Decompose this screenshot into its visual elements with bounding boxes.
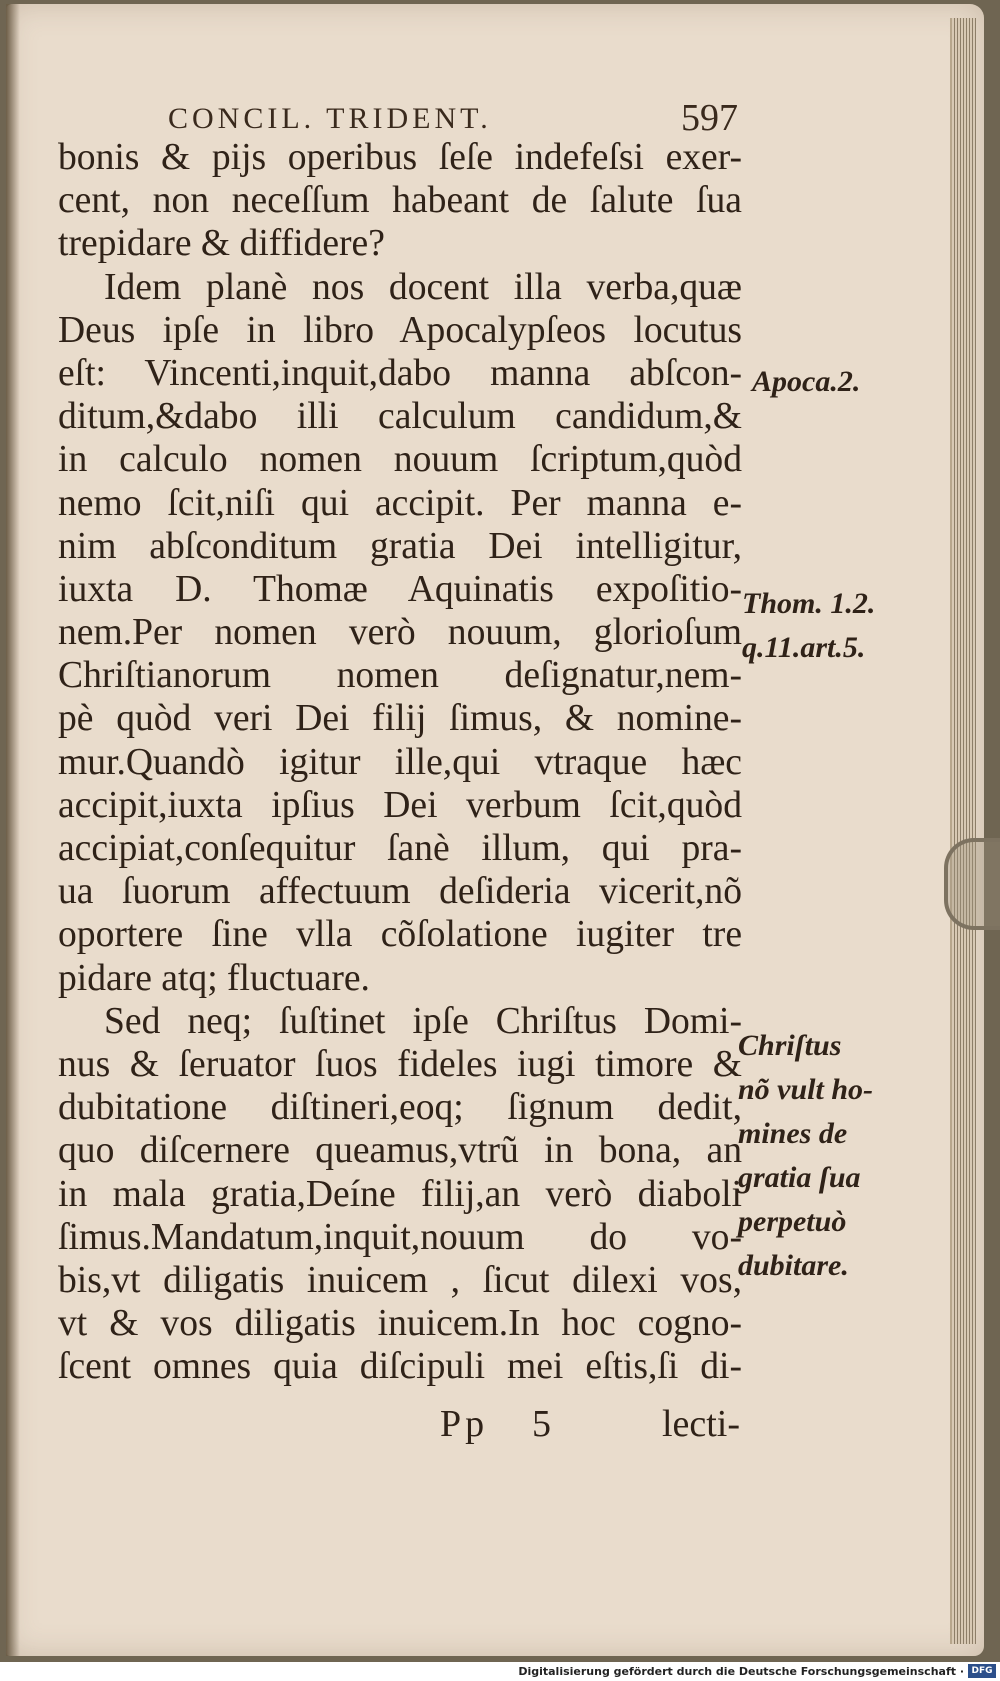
body-text	[58, 136, 742, 1388]
signature-line	[440, 1402, 740, 1446]
margin-note-christus	[738, 1024, 873, 1288]
text-line: in calculo nomen nouum ſcriptum,quòd	[58, 439, 742, 481]
digitization-footer	[0, 1662, 1000, 1681]
text-line: pè quòd veri Dei filij ſimus, & nomine-	[58, 698, 742, 740]
signature-mark: Pp	[440, 1403, 489, 1445]
signature-number: 5	[532, 1403, 551, 1445]
text-line: accipit,iuxta ipſius Dei verbum ſcit,quòd	[58, 784, 742, 826]
margin-note-line: perpetuò	[738, 1205, 847, 1238]
text-line: mur.Quandò igitur ille,qui vtraque hæc	[58, 741, 742, 783]
text-line: ditum,&dabo illi calculum candidum,&	[58, 396, 742, 438]
running-title: CONCIL. TRIDENT.	[168, 102, 492, 135]
margin-note-line: dubitare.	[738, 1249, 849, 1282]
text-line: Chriſtianorum nomen deſignatur,nem-	[58, 655, 742, 697]
text-line: accipiat,conſequitur ſanè illum, qui pra-	[58, 828, 742, 869]
dfg-logo: DFG	[968, 1664, 996, 1678]
binding-shadow	[6, 4, 20, 1656]
funding-credit: Digitalisierung gefördert durch die Deutsche Forschungsgemeinschaft ·	[518, 1665, 964, 1678]
margin-note-line: mines de	[738, 1117, 848, 1150]
margin-note-line: q.11.art.5.	[742, 631, 866, 664]
text-line: nus & ſeruator ſuos fideles iugi timore &	[58, 1043, 742, 1085]
text-line: in mala gratia,Deíne filij,an verò diaboli	[58, 1173, 742, 1215]
text-line: trepidare & diffidere?	[58, 223, 385, 265]
text-line: bonis & pijs operibus ſeſe indefeſsi exer-	[58, 137, 742, 178]
text-line: Idem planè nos docent illa verba,quæ	[104, 266, 742, 308]
text-line: ſcent omnes quia diſcipuli mei eſtis,ſi di-	[58, 1346, 742, 1388]
text-line: nem.Per nomen verò nouum, glorioſum	[58, 612, 742, 654]
margin-note-line: Chriſtus	[738, 1029, 842, 1062]
margin-note-line: Apoca.2.	[752, 365, 861, 398]
text-line: bis,vt diligatis inuicem , ſicut dilexi vos,	[58, 1259, 742, 1301]
text-line: ſimus.Mandatum,inquit,nouum do vo-	[58, 1216, 742, 1258]
margin-note-line: nõ vult ho-	[738, 1073, 874, 1106]
text-line: nim abſconditum gratia Dei intelligitur,	[58, 525, 742, 567]
page-edges	[950, 18, 976, 1644]
catchword: lecti-	[661, 1403, 740, 1445]
margin-note-line: Thom. 1.2.	[742, 587, 876, 620]
margin-note-apocalypse	[752, 360, 860, 404]
page-number: 597	[681, 97, 738, 139]
text-line: iuxta D. Thomæ Aquinatis expoſitio-	[58, 568, 742, 610]
page-header	[168, 97, 738, 139]
margin-note-line: gratia ſua	[738, 1161, 861, 1194]
text-line: quo diſcernere queamus,vtrũ in bona, an	[58, 1130, 742, 1172]
text-line: dubitatione diſtineri,eoq; ſignum dedit,	[58, 1087, 742, 1129]
text-line: Deus ipſe in libro Apocalypſeos locutus	[58, 309, 742, 351]
text-line: cent, non neceſſum habeant de ſalute ſua	[58, 180, 742, 222]
text-line: oportere ſine vlla cõſolatione iugiter tre	[58, 914, 742, 956]
page-clip	[944, 838, 1000, 930]
margin-note-thomas	[742, 582, 875, 670]
text-line: pidare atq; fluctuare.	[58, 957, 370, 999]
text-line: eſt: Vincenti,inquit,dabo manna abſcon-	[58, 352, 742, 394]
text-line: ua ſuorum affectuum deſideria vicerit,nõ	[58, 871, 742, 913]
text-line: nemo ſcit,niſi qui accipit. Per manna e-	[58, 482, 742, 524]
text-line: Sed neq; ſuſtinet ipſe Chriſtus Domi-	[104, 1000, 742, 1042]
text-line: vt & vos diligatis inuicem.In hoc cogno-	[58, 1303, 742, 1345]
